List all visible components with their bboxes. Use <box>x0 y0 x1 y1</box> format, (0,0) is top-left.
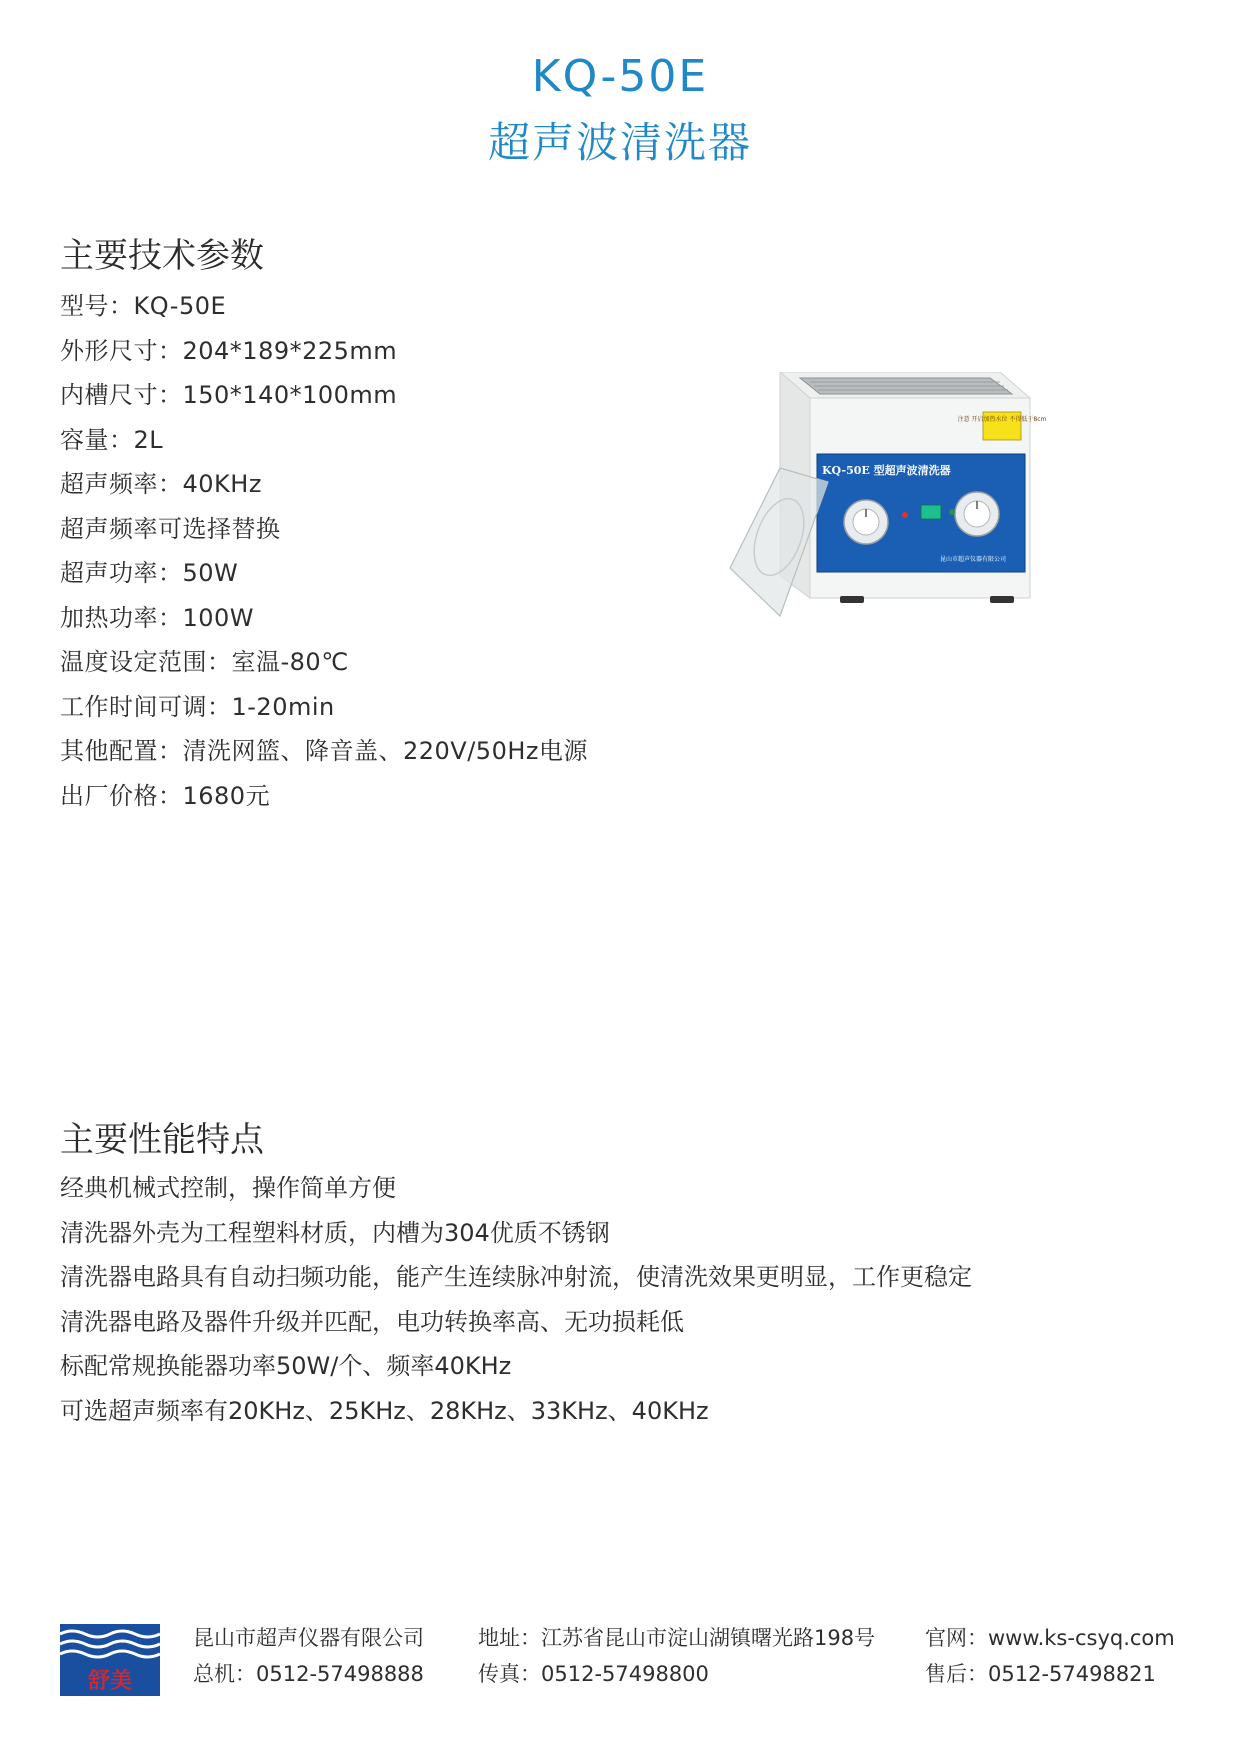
footer-web-col <box>925 1620 1175 1692</box>
feature-item: 标配常规换能器功率50W/个、频率40KHz <box>60 1352 512 1380</box>
spec-list <box>60 284 588 818</box>
features-heading: 主要性能特点 <box>60 1120 264 1160</box>
spec-item: 超声频率可选择替换 <box>60 514 281 543</box>
product-image <box>700 372 1060 692</box>
service-phone: 售后：0512-57498821 <box>925 1662 1156 1686</box>
feature-item: 清洗器外壳为工程塑料材质，内槽为304优质不锈钢 <box>60 1218 610 1247</box>
product-name: 超声波清洗器 <box>487 118 752 167</box>
specs-heading: 主要技术参数 <box>60 236 264 276</box>
fax: 传真：0512-57498800 <box>478 1662 709 1686</box>
spec-item: 外形尺寸：204*189*225mm <box>60 336 398 365</box>
spec-item: 工作时间可调：1-20min <box>60 692 335 721</box>
feature-item: 经典机械式控制，操作简单方便 <box>60 1174 396 1202</box>
spec-item: 温度设定范围：室温-80℃ <box>60 648 349 676</box>
logo-text: 舒美 <box>87 1668 133 1694</box>
panel-label: KQ-50E 型超声波清洗器 <box>822 464 951 477</box>
spec-item: 型号：KQ-50E <box>60 292 227 320</box>
address: 地址：江苏省昆山市淀山湖镇曙光路198号 <box>478 1626 876 1650</box>
footer-company-col <box>193 1620 424 1692</box>
spec-item: 其他配置：清洗网篮、降音盖、220V/50Hz电源 <box>60 737 588 765</box>
company-logo <box>60 1624 160 1696</box>
model-title: KQ-50E <box>531 51 709 102</box>
footer <box>0 1620 1240 1700</box>
phone: 总机：0512-57498888 <box>193 1662 424 1686</box>
feature-item: 可选超声频率有20KHz、25KHz、28KHz、33KHz、40KHz <box>60 1396 709 1425</box>
feature-list <box>60 1166 972 1433</box>
warning-label: 注意 开启加热水位 不得低于8cm <box>957 416 1047 423</box>
spec-item: 内槽尺寸：150*140*100mm <box>60 381 398 409</box>
spec-item: 容量：2L <box>60 425 164 454</box>
feature-item: 清洗器电路具有自动扫频功能，能产生连续脉冲射流，使清洗效果更明显，工作更稳定 <box>60 1263 972 1291</box>
spec-item: 加热功率：100W <box>60 603 255 632</box>
spec-item: 超声频率：40KHz <box>60 470 262 498</box>
footer-address-col <box>478 1620 875 1692</box>
maker-label: 昆山市超声仪器有限公司 <box>940 556 1007 563</box>
spec-item: 超声功率：50W <box>60 559 239 587</box>
website: 官网：www.ks-csyq.com <box>925 1626 1175 1650</box>
page-header <box>0 42 1240 174</box>
spec-item: 出厂价格：1680元 <box>60 781 271 810</box>
feature-item: 清洗器电路及器件升级并匹配，电功转换率高、无功损耗低 <box>60 1307 684 1336</box>
company-name: 昆山市超声仪器有限公司 <box>193 1626 424 1650</box>
